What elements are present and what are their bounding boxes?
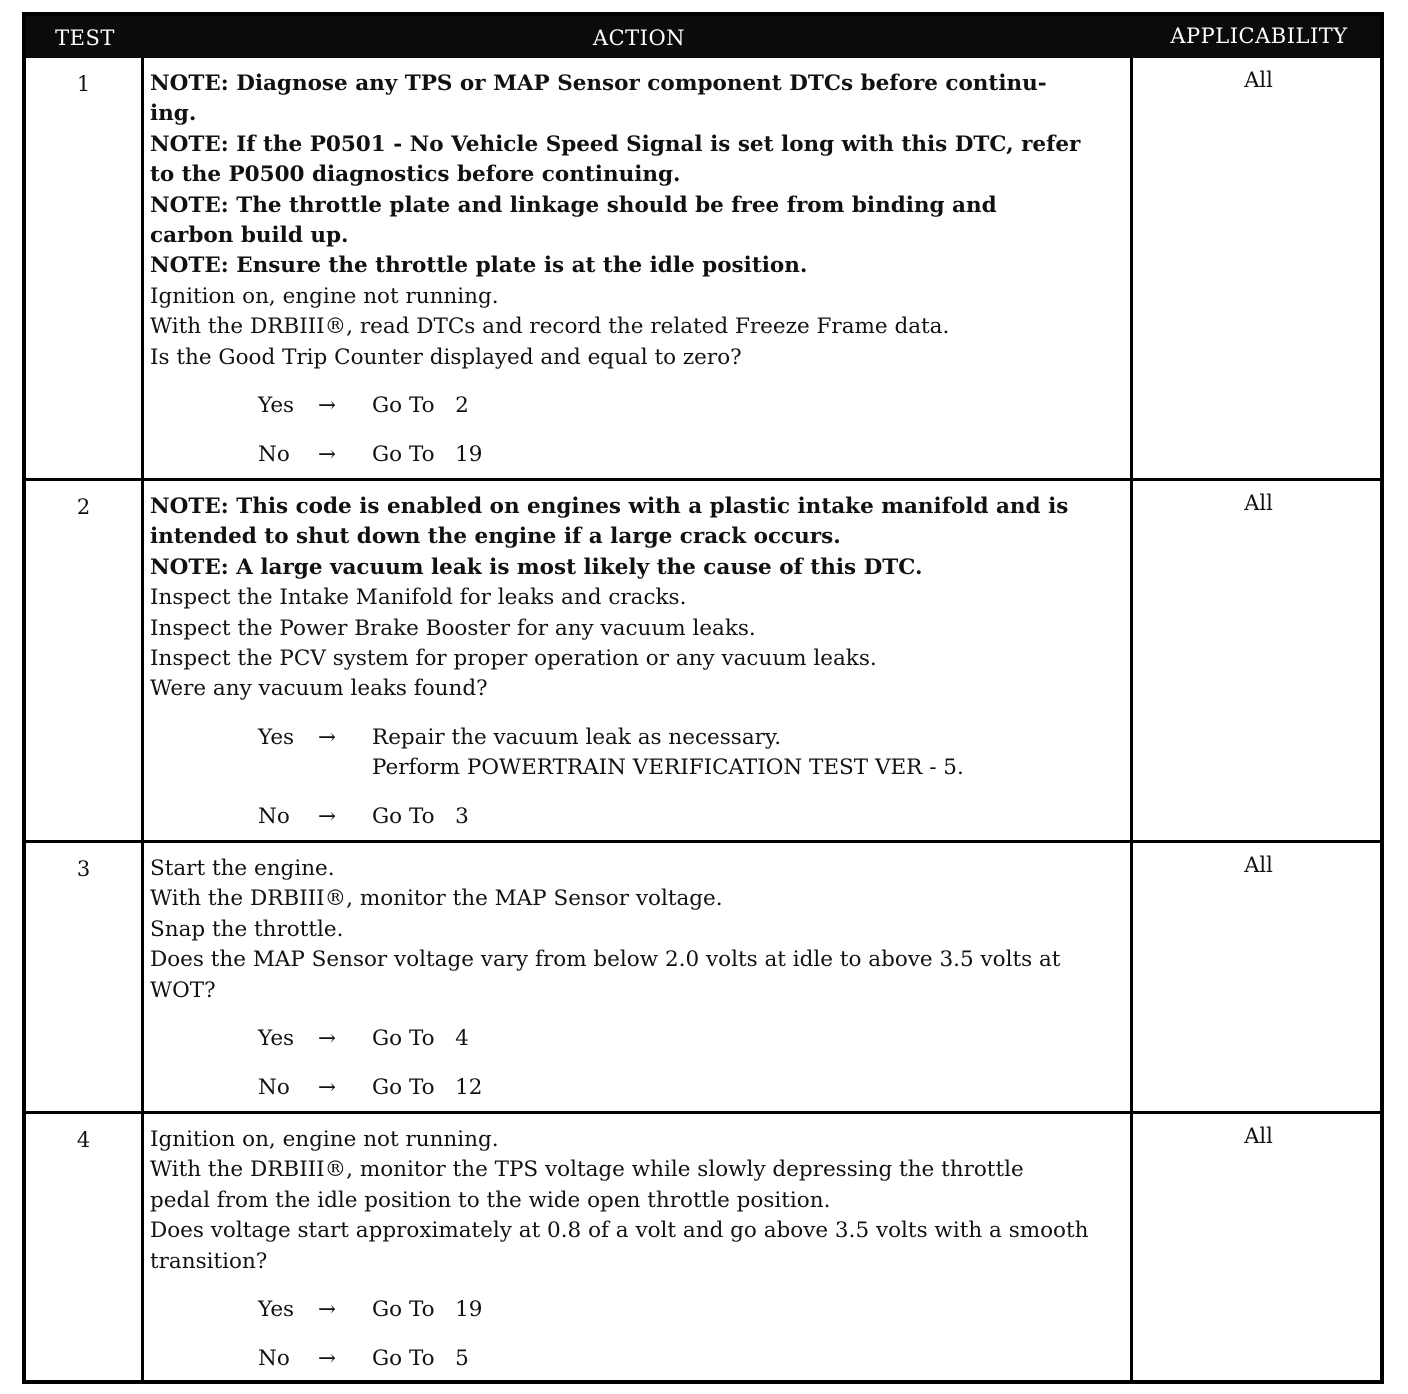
step-line: With the DRBIII®, monitor the MAP Sensor voltage. [150, 886, 723, 912]
header-test: TEST [55, 26, 115, 50]
applicability-value: All [1244, 491, 1273, 515]
arrow-icon: → [318, 1297, 337, 1323]
yes-choice [258, 1295, 1124, 1325]
step-line: Inspect the PCV system for proper operation or any vacuum leaks. [150, 646, 877, 672]
step-line: With the DRBIII®, monitor the TPS voltage while slowly depressing the throttle [150, 1157, 1024, 1183]
action-text [150, 854, 1124, 1103]
arrow-icon: → [318, 724, 337, 750]
result-line: Go To 2 [372, 393, 469, 419]
arrow-icon: → [318, 1346, 337, 1372]
note-line: NOTE: Ensure the throttle plate is at the idle position. [150, 253, 808, 279]
yes-result [372, 1024, 1124, 1054]
step-line: Does voltage start approximately at 0.8 of a volt and go above 3.5 volts with a smooth [150, 1218, 1089, 1244]
no-choice [258, 802, 1124, 832]
column-divider [141, 481, 144, 840]
yes-result [372, 1295, 1124, 1325]
step-line: Inspect the Intake Manifold for leaks and cracks. [150, 585, 687, 611]
column-divider [1130, 481, 1133, 840]
note-line: to the P0500 diagnostics before continuing. [150, 162, 681, 188]
no-label: No [258, 442, 290, 468]
yes-label: Yes [258, 1297, 295, 1323]
arrow-icon: → [318, 803, 337, 829]
diagnostic-table [22, 12, 1384, 1384]
applicability-value: All [1244, 853, 1273, 877]
note-line: NOTE: If the P0501 - No Vehicle Speed Signal is set long with this DTC, refer [150, 131, 1081, 157]
step-line: Ignition on, engine not running. [150, 283, 499, 309]
note-line: NOTE: The throttle plate and linkage should be free from binding and [150, 192, 997, 218]
step-line: With the DRBIII®, read DTCs and record the related Freeze Frame data. [150, 314, 950, 340]
column-divider [141, 1114, 144, 1380]
result-line: Repair the vacuum leak as necessary. [372, 724, 782, 750]
step-line: pedal from the idle position to the wide open throttle position. [150, 1187, 831, 1213]
step-line: Does the MAP Sensor voltage vary from below 2.0 volts at idle to above 3.5 volts at [150, 947, 1061, 973]
yes-label: Yes [258, 1026, 295, 1052]
yes-result [372, 723, 1124, 783]
column-divider [141, 843, 144, 1111]
applicability-value: All [1244, 1124, 1273, 1148]
column-divider [141, 58, 144, 478]
result-line: Go To 4 [372, 1026, 469, 1052]
yes-choice [258, 391, 1124, 421]
no-result [372, 1073, 1124, 1103]
applicability-value: All [1244, 68, 1273, 92]
arrow-icon: → [318, 1075, 337, 1101]
header-applicability: APPLICABILITY [1170, 24, 1348, 48]
test-number: 1 [76, 72, 91, 96]
step-line: Is the Good Trip Counter displayed and equal to zero? [150, 344, 742, 370]
test-number: 3 [76, 857, 91, 881]
result-line: Perform POWERTRAIN VERIFICATION TEST VER - 5. [372, 754, 964, 780]
step-line: Inspect the Power Brake Booster for any vacuum leaks. [150, 615, 756, 641]
arrow-icon: → [318, 393, 337, 419]
answer-choices [258, 1024, 1124, 1103]
result-line: Go To 5 [372, 1346, 469, 1372]
no-choice [258, 440, 1124, 470]
no-label: No [258, 803, 290, 829]
step-line: Were any vacuum leaks found? [150, 676, 488, 702]
column-divider [1130, 58, 1133, 478]
result-line: Go To 19 [372, 1297, 483, 1323]
test-row-3 [26, 843, 1380, 1114]
arrow-icon: → [318, 1026, 337, 1052]
note-line: ing. [150, 101, 197, 127]
no-result [372, 802, 1124, 832]
arrow-icon: → [318, 442, 337, 468]
yes-choice [258, 1024, 1124, 1054]
action-text [150, 69, 1124, 470]
note-line: carbon build up. [150, 223, 349, 249]
answer-choices [258, 723, 1124, 832]
column-divider [1130, 843, 1133, 1111]
test-number: 4 [76, 1128, 91, 1152]
test-row-4 [26, 1114, 1380, 1380]
column-divider [1130, 1114, 1133, 1380]
action-text [150, 1125, 1124, 1374]
note-line: NOTE: This code is enabled on engines with a plastic intake manifold and is [150, 494, 1069, 519]
no-choice [258, 1073, 1124, 1103]
no-choice [258, 1344, 1124, 1374]
header-action: ACTION [592, 26, 686, 50]
result-line: Go To 19 [372, 442, 483, 468]
no-label: No [258, 1075, 290, 1101]
test-row-1 [26, 58, 1380, 481]
yes-choice [258, 723, 1124, 783]
answer-choices [258, 1295, 1124, 1374]
step-line: Ignition on, engine not running. [150, 1127, 499, 1152]
test-number: 2 [76, 495, 91, 519]
note-line: NOTE: Diagnose any TPS or MAP Sensor component DTCs before continu- [150, 71, 1047, 96]
yes-label: Yes [258, 724, 295, 750]
note-line: NOTE: A large vacuum leak is most likely the cause of this DTC. [150, 554, 923, 580]
no-result [372, 440, 1124, 470]
no-result [372, 1344, 1124, 1374]
yes-result [372, 391, 1124, 421]
step-line: Start the engine. [150, 856, 335, 881]
step-line: transition? [150, 1248, 268, 1274]
result-line: Go To 3 [372, 803, 469, 829]
yes-label: Yes [258, 393, 295, 419]
step-line: Snap the throttle. [150, 916, 344, 942]
table-header [26, 16, 1380, 58]
answer-choices [258, 391, 1124, 470]
note-line: intended to shut down the engine if a large crack occurs. [150, 524, 841, 550]
no-label: No [258, 1346, 290, 1372]
step-line: WOT? [150, 977, 216, 1003]
action-text [150, 492, 1124, 832]
result-line: Go To 12 [372, 1075, 483, 1101]
test-row-2 [26, 481, 1380, 843]
